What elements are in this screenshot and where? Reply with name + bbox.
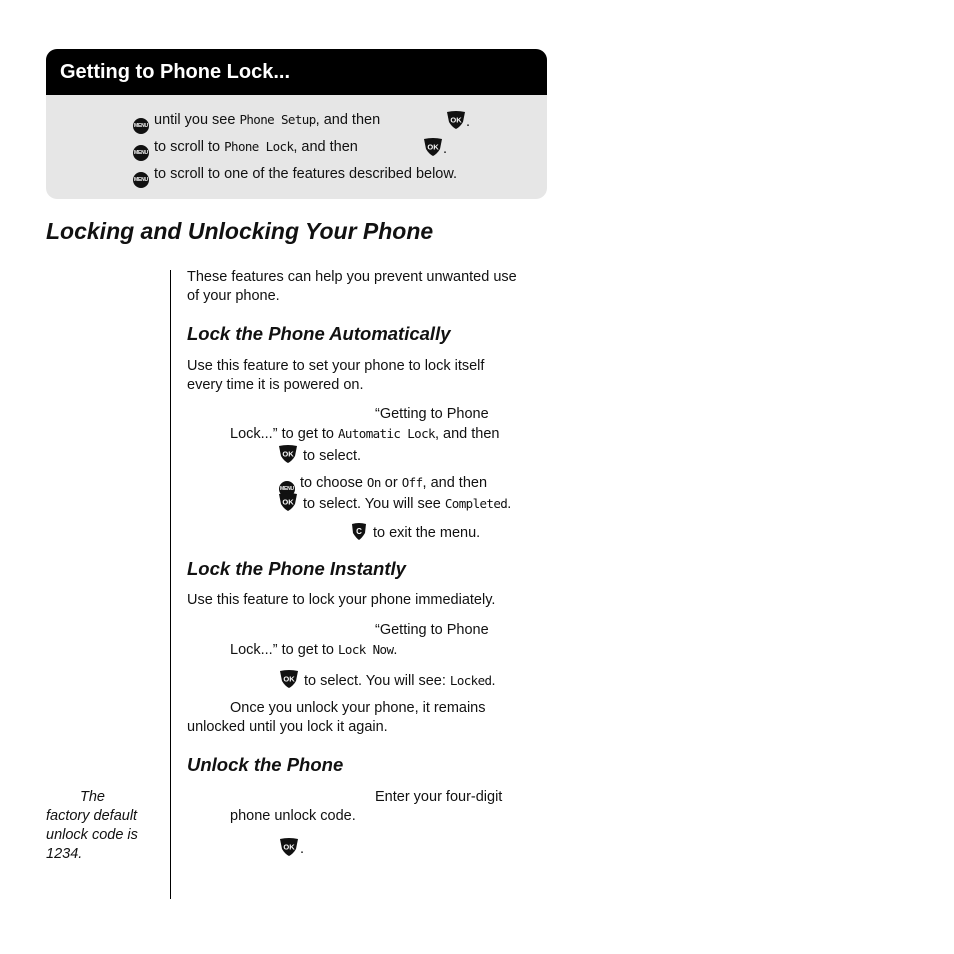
svg-text:C: C bbox=[356, 527, 362, 536]
svg-text:OK: OK bbox=[283, 842, 295, 852]
ok-key-icon bbox=[279, 837, 299, 857]
instant-lock-note-1: Once you unlock your phone, it remains bbox=[230, 700, 486, 716]
instant-lock-heading: Lock the Phone Instantly bbox=[187, 558, 406, 579]
menu-key-icon: MENU bbox=[133, 145, 149, 161]
instant-lock-step-2: OK to select. You will see: Locked. bbox=[279, 669, 496, 691]
header-step-2-ok: OK . bbox=[423, 137, 447, 159]
header-step-1-ok: OK . bbox=[446, 110, 470, 132]
auto-lock-step-2b: OK to select. You will see Completed. bbox=[278, 492, 511, 514]
instant-lock-step-1a: “Getting to Phone bbox=[375, 622, 489, 638]
menu-key-icon: MENU bbox=[133, 118, 149, 134]
svg-text:OK: OK bbox=[282, 449, 294, 459]
intro-line-2: of your phone. bbox=[187, 288, 280, 304]
unlock-heading: Unlock the Phone bbox=[187, 754, 344, 775]
svg-text:OK: OK bbox=[450, 115, 462, 125]
instant-lock-desc: Use this feature to lock your phone immediately. bbox=[187, 592, 496, 608]
svg-text:OK: OK bbox=[283, 674, 295, 684]
ok-key-icon bbox=[279, 669, 299, 689]
ok-key-icon bbox=[423, 137, 443, 157]
auto-lock-desc-1: Use this feature to set your phone to lock itself bbox=[187, 358, 485, 374]
side-note-line-4: 1234. bbox=[46, 846, 83, 862]
svg-text:OK: OK bbox=[282, 497, 294, 507]
auto-lock-step-3: C to exit the menu. bbox=[350, 522, 480, 543]
c-key-icon bbox=[350, 522, 368, 541]
ok-key-icon bbox=[278, 444, 298, 464]
page-title: Locking and Unlocking Your Phone bbox=[46, 218, 434, 244]
intro-line-1: These features can help you prevent unwanted use bbox=[187, 269, 517, 285]
auto-lock-heading: Lock the Phone Automatically bbox=[187, 323, 451, 344]
menu-key-icon: MENU bbox=[279, 481, 295, 497]
side-note bbox=[46, 788, 166, 864]
side-note-line-2: factory default bbox=[46, 808, 138, 824]
svg-text:OK: OK bbox=[427, 142, 439, 152]
unlock-step-1a: Enter your four-digit bbox=[375, 789, 503, 805]
header-step-1: MENU until you see Phone Setup, and then bbox=[133, 110, 380, 134]
auto-lock-step-2a: MENU to choose On or Off, and then bbox=[279, 473, 487, 497]
side-note-line-3: unlock code is bbox=[46, 827, 138, 843]
side-note-line-1: The bbox=[80, 789, 105, 805]
ok-key-icon bbox=[278, 492, 298, 512]
instant-lock-note-2: unlocked until you lock it again. bbox=[187, 719, 388, 735]
margin-rule bbox=[170, 270, 171, 899]
unlock-step-2: OK . bbox=[279, 837, 304, 859]
header-bar bbox=[46, 49, 547, 95]
instant-lock-step-1b: Lock...” to get to Lock Now. bbox=[230, 642, 398, 658]
header-step-3: MENU to scroll to one of the features described below. bbox=[133, 165, 457, 188]
header-step-2: MENU to scroll to Phone Lock, and then bbox=[133, 137, 358, 161]
menu-key-icon: MENU bbox=[133, 172, 149, 188]
auto-lock-desc-2: every time it is powered on. bbox=[187, 377, 364, 393]
header-title: Getting to Phone Lock... bbox=[60, 61, 290, 83]
auto-lock-step-1a: “Getting to Phone bbox=[375, 406, 489, 422]
unlock-step-1b: phone unlock code. bbox=[230, 808, 356, 824]
auto-lock-step-1b: Lock...” to get to Automatic Lock, and then bbox=[230, 426, 500, 442]
ok-key-icon bbox=[446, 110, 466, 130]
auto-lock-step-1c: OK to select. bbox=[278, 444, 361, 466]
